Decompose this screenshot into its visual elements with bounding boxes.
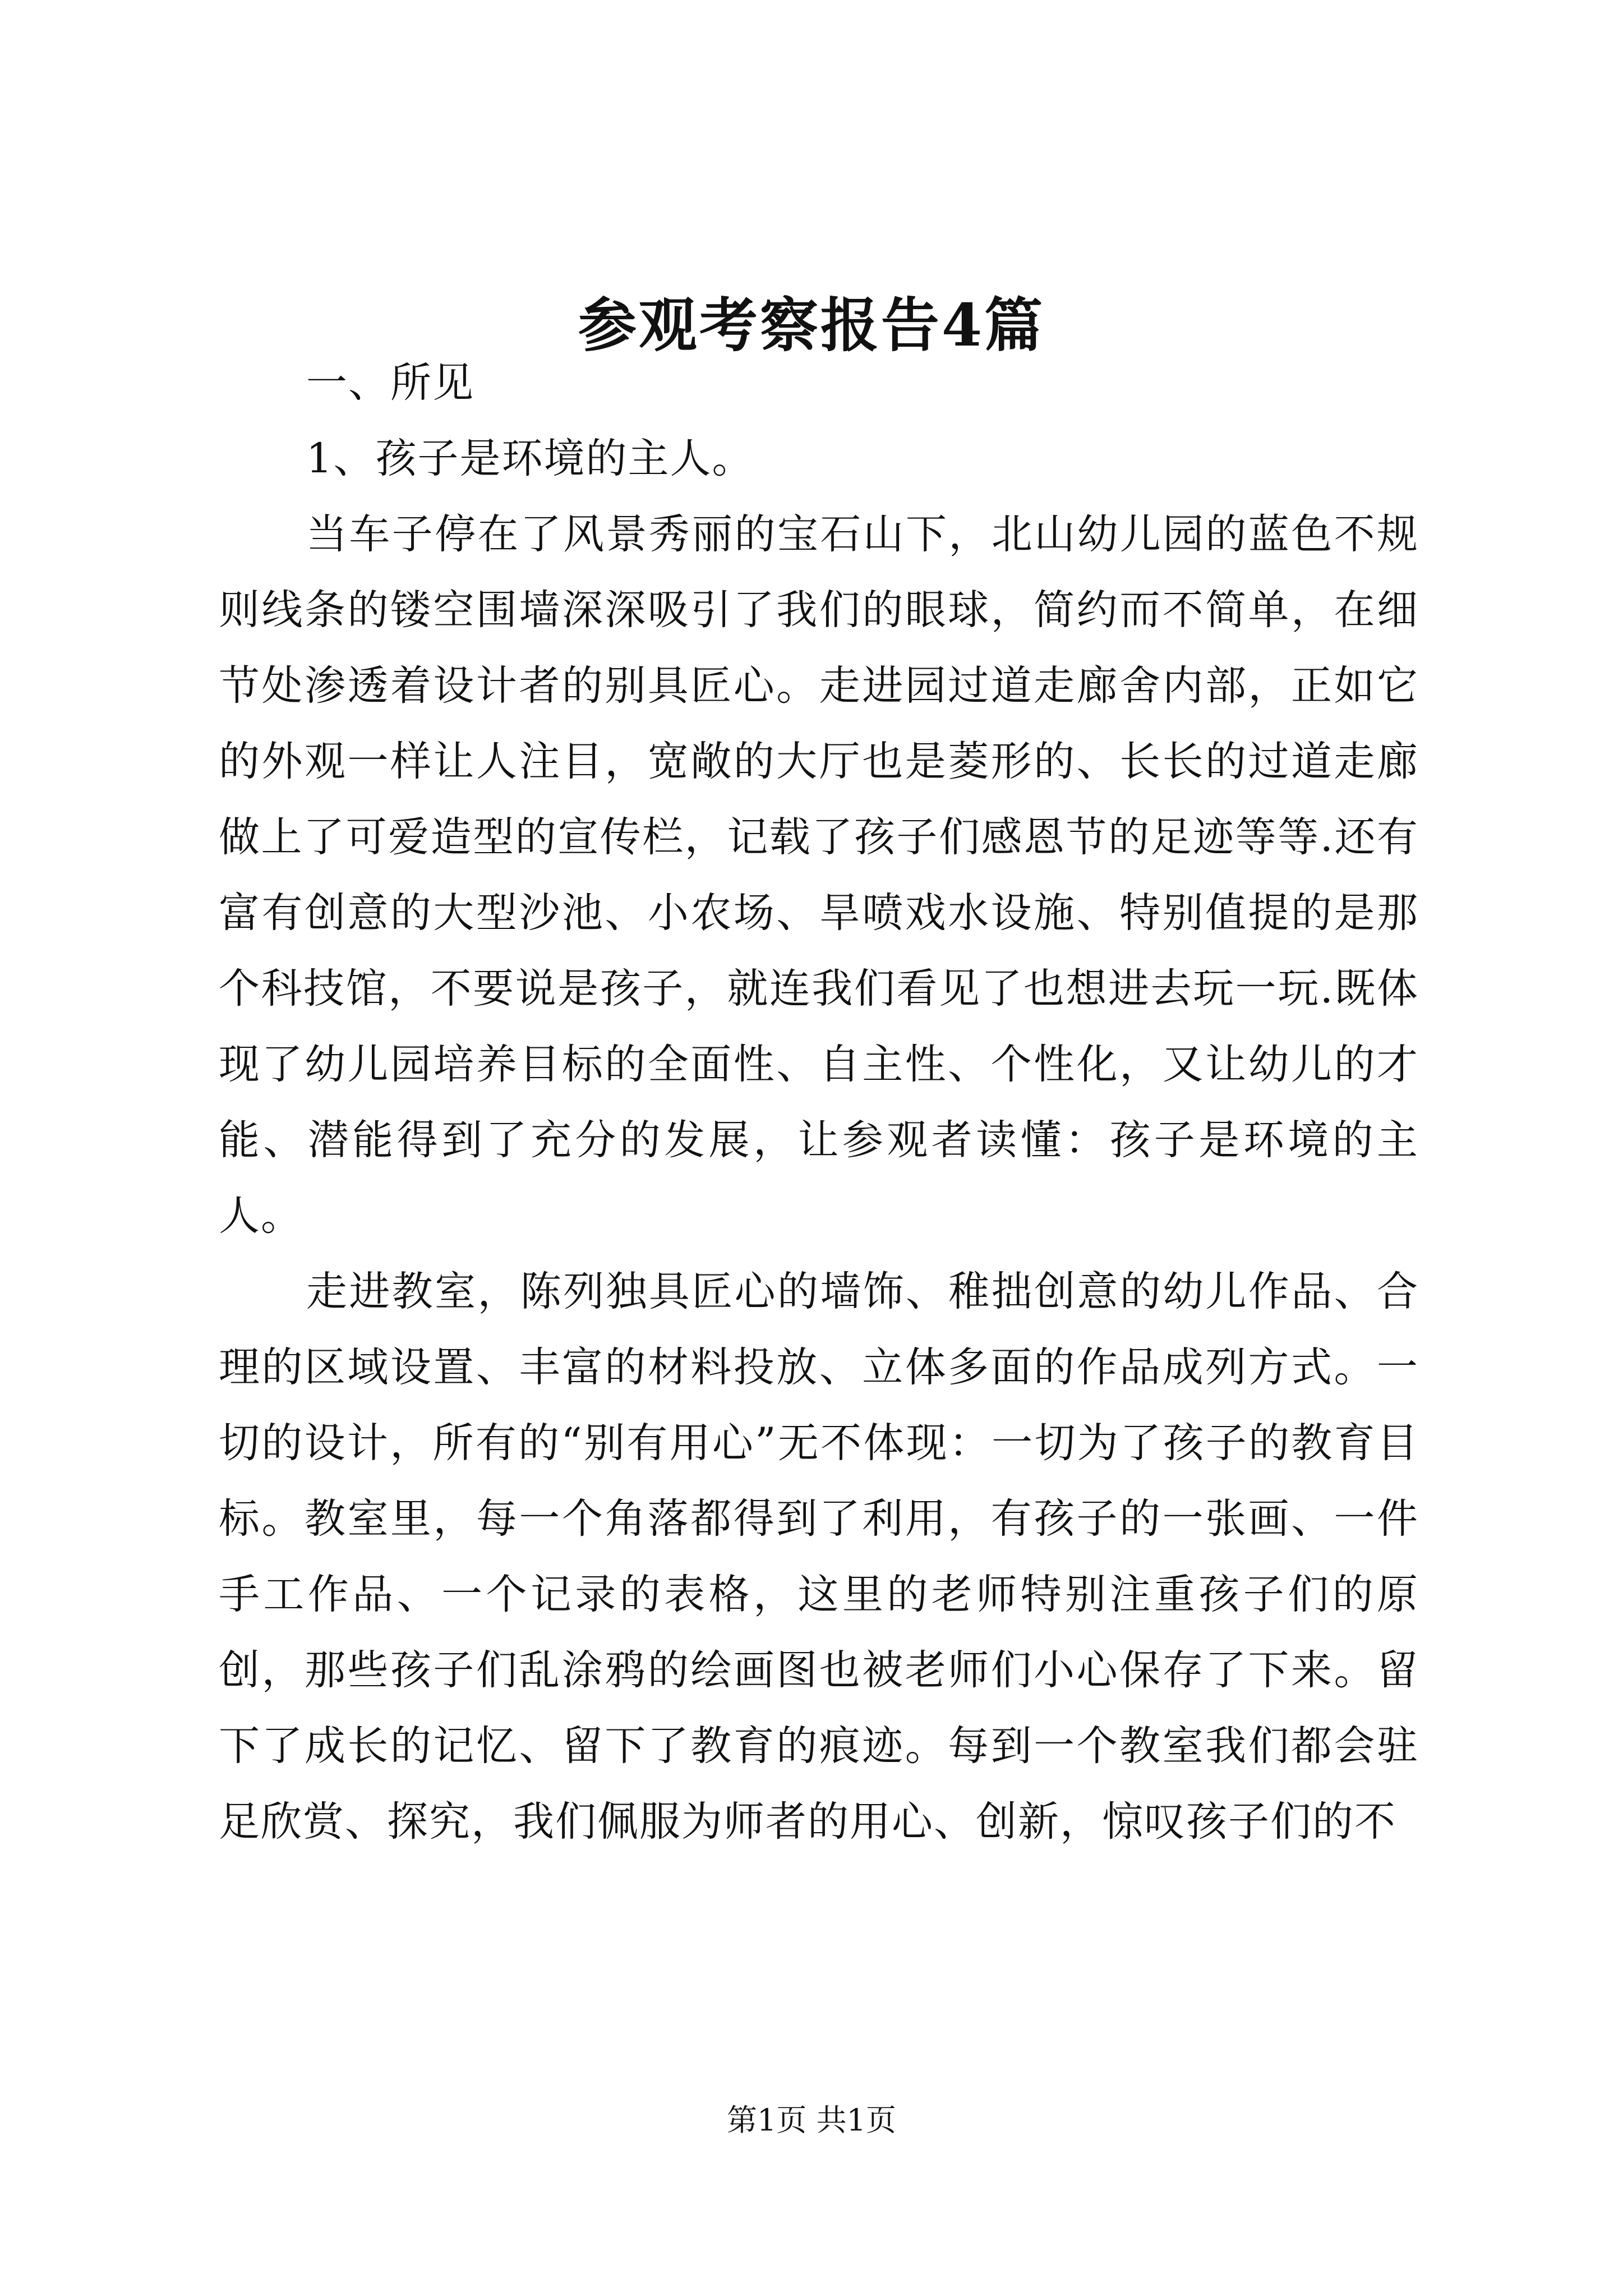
section-heading: 一、所见 bbox=[306, 359, 474, 407]
document-body bbox=[219, 345, 1419, 1860]
document-title: 参观考察报告4篇 bbox=[578, 291, 1045, 360]
page-footer bbox=[0, 2098, 1623, 2143]
body-paragraph: 走进教室，陈列独具匠心的墙饰、稚拙创意的幼儿作品、合理的区域设置、丰富的材料投放、立体多面的作品成列方式。一切的设计，所有的“别有用心”无不体现：一切为了孩子的教育目标。教室里，每一个角落都得到了利用，有孩子的一张画、一件手工作品、一个记录的表格，这里的老师特别注重孩子们的原创，那些孩子们乱涂鸦的绘画图也被老师们小心保存了下来。留下了成长的记忆、留下了教育的痕迹。每到一个教室我们都会驻足欣赏、探究，我们佩服为师者的用心、创新，惊叹孩子们的不 bbox=[219, 1268, 1419, 1846]
body-paragraph: 当车子停在了风景秀丽的宝石山下，北山幼儿园的蓝色不规则线条的镂空围墙深深吸引了我们的眼球，简约而不简单，在细节处渗透着设计者的别具匠心。走进园过道走廊舍内部，正如它的外观一样让人注目，宽敞的大厅也是菱形的、长长的过道走廊做上了可爱造型的宣传栏，记载了孩子们感恩节的足迹等等.还有富有创意的大型沙池、小农场、旱喷戏水设施、特别值提的是那个科技馆，不要说是孩子，就连我们看见了也想进去玩一玩.既体现了幼儿园培养目标的全面性、自主性、个性化，又让幼儿的才能、潜能得到了充分的发展，让参观者读懂：孩子是环境的主人。 bbox=[219, 510, 1419, 1240]
subsection-heading: 1、孩子是环境的主人。 bbox=[306, 435, 754, 482]
page-number-label: 第1页 共1页 bbox=[727, 2102, 896, 2138]
